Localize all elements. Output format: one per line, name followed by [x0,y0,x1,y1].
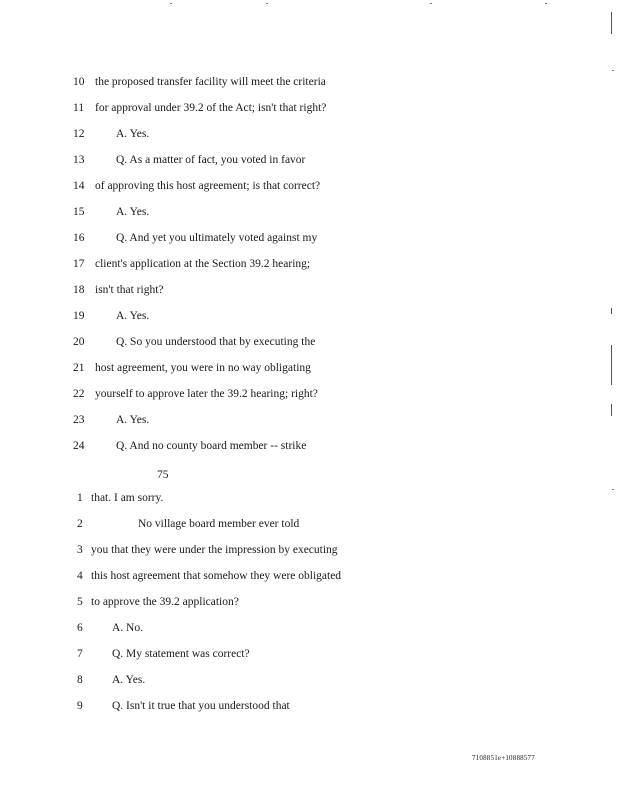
line-number: 7 [77,648,83,660]
line-number: 5 [77,596,83,608]
line-text: Q. And no county board member -- strike [116,440,307,452]
line-text: A. Yes. [116,206,150,218]
line-text: Q. So you understood that by executing the [116,336,316,348]
line-number: 1 [77,492,83,504]
scan-mark [430,3,432,4]
line-number: 13 [73,154,85,166]
scan-mark [266,3,268,4]
line-number: 10 [73,76,85,88]
line-text: No village board member ever told [138,518,300,530]
line-number: 9 [77,700,83,712]
line-text: A. Yes. [116,310,150,322]
line-number: 22 [73,388,85,400]
line-number: 16 [73,232,85,244]
line-number: 11 [73,102,85,114]
line-number: 14 [73,180,85,192]
line-text: A. Yes. [116,128,150,140]
line-text: yourself to approve later the 39.2 hearing; right? [95,388,318,400]
scan-mark [612,489,614,490]
scan-mark [170,3,172,4]
line-text: of approving this host agreement; is that correct? [95,180,321,192]
line-number: 21 [73,362,85,374]
line-number: 3 [77,544,83,556]
line-number: 2 [77,518,83,530]
line-text: Q. My statement was correct? [112,648,250,660]
scan-mark [545,3,547,4]
line-text: for approval under 39.2 of the Act; isn't that right? [95,102,327,114]
line-text: to approve the 39.2 application? [91,596,239,608]
line-text: Q. As a matter of fact, you voted in favor [116,154,306,166]
line-number: 12 [73,128,85,140]
line-number: 24 [73,440,85,452]
line-number: 8 [77,674,83,686]
scan-mark [611,12,612,34]
line-text: A. No. [112,622,143,634]
line-text: isn't that right? [95,284,164,296]
line-text: A. Yes. [116,414,150,426]
line-text: you that they were under the impression by executing [91,544,338,556]
line-text: A. Yes. [112,674,146,686]
page-number: 75 [157,469,169,481]
line-text: Q. And yet you ultimately voted against my [116,232,318,244]
line-number: 23 [73,414,85,426]
scan-mark [611,308,612,314]
scan-mark [611,404,612,416]
line-text: client's application at the Section 39.2 hearing; [95,258,311,270]
scan-mark [611,345,612,385]
line-text: host agreement, you were in no way obligating [95,362,311,374]
line-text: the proposed transfer facility will meet the criteria [95,76,326,88]
line-number: 18 [73,284,85,296]
line-text: this host agreement that somehow they were obligated [91,570,342,582]
line-number: 19 [73,310,85,322]
scan-mark [612,70,614,71]
line-number: 15 [73,206,85,218]
line-number: 17 [73,258,85,270]
bates-number: 7108851e+10888577 [472,754,535,762]
line-text: that. I am sorry. [91,492,164,504]
line-number: 6 [77,622,83,634]
line-number: 20 [73,336,85,348]
line-text: Q. Isn't it true that you understood that [112,700,290,712]
line-number: 4 [77,570,83,582]
